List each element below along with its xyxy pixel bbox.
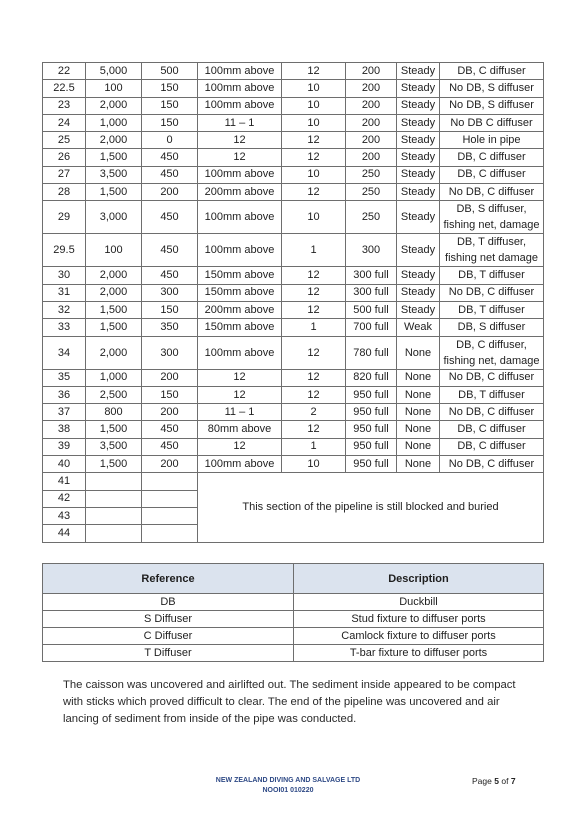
table-cell: 34: [43, 336, 86, 369]
table-cell: 200: [346, 149, 397, 166]
table-cell: [86, 525, 142, 542]
table-cell: 1,500: [86, 149, 142, 166]
table-row: [43, 97, 544, 114]
table-cell: 1: [282, 438, 346, 455]
page-label: Page: [472, 776, 492, 786]
table-cell: 12: [282, 63, 346, 80]
table-cell: 200: [346, 80, 397, 97]
reference-cell: C Diffuser: [43, 628, 294, 645]
table-cell: 100mm above: [198, 456, 282, 473]
table-cell: 950 full: [346, 404, 397, 421]
reference-cell: DB: [43, 594, 294, 611]
reference-table: [42, 563, 544, 662]
table-cell: 200mm above: [198, 301, 282, 318]
table-cell: 27: [43, 166, 86, 183]
description-cell: Stud fixture to diffuser ports: [294, 611, 544, 628]
table-cell: Steady: [397, 97, 440, 114]
table-cell: None: [397, 421, 440, 438]
table-cell: 200: [346, 132, 397, 149]
table-row: [43, 201, 544, 234]
page-current: 5: [494, 776, 499, 786]
table-cell: 950 full: [346, 386, 397, 403]
description-column-header: Description: [294, 564, 544, 594]
table-cell: DB, T diffuser: [440, 386, 544, 403]
reference-row: [43, 611, 544, 628]
table-cell: 35: [43, 369, 86, 386]
table-cell: 100mm above: [198, 201, 282, 234]
table-cell: 150: [142, 97, 198, 114]
table-cell: 33: [43, 319, 86, 336]
table-row: [43, 234, 544, 267]
table-cell: No DB, C diffuser: [440, 456, 544, 473]
table-cell: 44: [43, 525, 86, 542]
table-row: [43, 80, 544, 97]
table-cell: Steady: [397, 80, 440, 97]
table-cell: Steady: [397, 132, 440, 149]
table-cell: 37: [43, 404, 86, 421]
table-cell: 450: [142, 166, 198, 183]
table-cell: 950 full: [346, 421, 397, 438]
table-cell: 100mm above: [198, 234, 282, 267]
table-cell: 200: [142, 184, 198, 201]
table-cell: None: [397, 336, 440, 369]
table-row: [43, 438, 544, 455]
table-cell: 12: [282, 386, 346, 403]
table-cell: 11 – 1: [198, 114, 282, 131]
blocked-section-note: This section of the pipeline is still blocked and buried: [198, 473, 544, 542]
table-cell: 150: [142, 114, 198, 131]
table-cell: Steady: [397, 114, 440, 131]
table-cell: 23: [43, 97, 86, 114]
table-cell: 10: [282, 201, 346, 234]
page-number: [472, 776, 516, 786]
table-cell: 450: [142, 421, 198, 438]
table-row: [43, 301, 544, 318]
table-cell: DB, C diffuser: [440, 438, 544, 455]
body-paragraph: The caisson was uncovered and airlifted out. The sediment inside appeared to be compact with sticks which proved difficult to clear. The end of the pipeline was uncovered and air lancing of sediment from inside of the pipe was conducted.: [63, 679, 516, 725]
table-cell: 3,000: [86, 201, 142, 234]
table-cell: [142, 490, 198, 507]
description-cell: Camlock fixture to diffuser ports: [294, 628, 544, 645]
table-cell: 12: [198, 438, 282, 455]
table-cell: 100mm above: [198, 63, 282, 80]
table-row: [43, 166, 544, 183]
table-row: [43, 184, 544, 201]
table-cell: 450: [142, 267, 198, 284]
table-row: [43, 132, 544, 149]
table-cell: 780 full: [346, 336, 397, 369]
table-cell: [86, 507, 142, 524]
table-cell: DB, C diffuser, fishing net, damage: [440, 336, 544, 369]
table-cell: 12: [198, 386, 282, 403]
table-cell: 1,500: [86, 421, 142, 438]
table-cell: 25: [43, 132, 86, 149]
table-cell: 26: [43, 149, 86, 166]
table-cell: 10: [282, 97, 346, 114]
table-cell: DB, T diffuser, fishing net damage: [440, 234, 544, 267]
table-cell: 12: [198, 149, 282, 166]
table-cell: 12: [282, 369, 346, 386]
table-cell: 1,000: [86, 114, 142, 131]
table-cell: 2,000: [86, 284, 142, 301]
table-cell: No DB C diffuser: [440, 114, 544, 131]
table-row: [43, 456, 544, 473]
table-cell: 38: [43, 421, 86, 438]
table-cell: 300 full: [346, 284, 397, 301]
table-cell: DB, S diffuser, fishing net, damage: [440, 201, 544, 234]
pipeline-inspection-table: [42, 62, 544, 543]
table-cell: 500: [142, 63, 198, 80]
table-cell: None: [397, 456, 440, 473]
table-cell: 3,500: [86, 166, 142, 183]
description-cell: Duckbill: [294, 594, 544, 611]
table-cell: None: [397, 404, 440, 421]
table-row: [43, 284, 544, 301]
pipeline-table-body: [43, 63, 544, 543]
table-cell: DB, C diffuser: [440, 63, 544, 80]
page-of: of: [501, 776, 509, 786]
table-cell: 22: [43, 63, 86, 80]
table-cell: 500 full: [346, 301, 397, 318]
table-row: [43, 404, 544, 421]
table-cell: No DB, C diffuser: [440, 369, 544, 386]
description-cell: T-bar fixture to diffuser ports: [294, 645, 544, 662]
table-cell: 200: [142, 369, 198, 386]
table-cell: 29.5: [43, 234, 86, 267]
table-cell: 39: [43, 438, 86, 455]
table-cell: Steady: [397, 234, 440, 267]
table-cell: 800: [86, 404, 142, 421]
table-cell: 1: [282, 234, 346, 267]
table-cell: [142, 507, 198, 524]
reference-row: [43, 628, 544, 645]
table-cell: 450: [142, 438, 198, 455]
table-cell: 950 full: [346, 456, 397, 473]
table-cell: 12: [282, 301, 346, 318]
table-cell: 450: [142, 201, 198, 234]
table-cell: 10: [282, 456, 346, 473]
table-cell: Steady: [397, 267, 440, 284]
table-cell: 200: [142, 456, 198, 473]
table-cell: 950 full: [346, 438, 397, 455]
table-cell: 250: [346, 184, 397, 201]
reference-cell: T Diffuser: [43, 645, 294, 662]
table-cell: 5,000: [86, 63, 142, 80]
table-cell: 2,000: [86, 267, 142, 284]
table-cell: 28: [43, 184, 86, 201]
table-cell: 12: [282, 284, 346, 301]
table-cell: No DB, S diffuser: [440, 97, 544, 114]
table-cell: No DB, C diffuser: [440, 404, 544, 421]
table-cell: 100mm above: [198, 97, 282, 114]
table-cell: 42: [43, 490, 86, 507]
table-cell: 300 full: [346, 267, 397, 284]
table-cell: 100mm above: [198, 80, 282, 97]
footer-company-name: NEW ZEALAND DIVING AND SALVAGE LTD: [215, 777, 361, 784]
reference-cell: S Diffuser: [43, 611, 294, 628]
table-cell: 22.5: [43, 80, 86, 97]
table-cell: No DB, S diffuser: [440, 80, 544, 97]
table-cell: [142, 473, 198, 490]
table-cell: 100mm above: [198, 336, 282, 369]
table-cell: [142, 525, 198, 542]
table-cell: 12: [282, 184, 346, 201]
table-cell: 700 full: [346, 319, 397, 336]
table-row: [43, 114, 544, 131]
table-row: [43, 267, 544, 284]
table-cell: DB, C diffuser: [440, 421, 544, 438]
reference-header-row: [43, 564, 544, 594]
table-cell: 200mm above: [198, 184, 282, 201]
table-cell: [86, 473, 142, 490]
table-cell: 300: [142, 336, 198, 369]
footer-company: [200, 776, 376, 796]
table-row: [43, 149, 544, 166]
table-cell: 2,000: [86, 132, 142, 149]
table-cell: 40: [43, 456, 86, 473]
table-cell: 32: [43, 301, 86, 318]
table-row: [43, 63, 544, 80]
table-cell: 150: [142, 301, 198, 318]
table-cell: 12: [282, 149, 346, 166]
table-cell: 1,500: [86, 301, 142, 318]
table-cell: 12: [198, 369, 282, 386]
table-cell: None: [397, 369, 440, 386]
table-cell: 12: [282, 132, 346, 149]
table-cell: 1,000: [86, 369, 142, 386]
table-row: [43, 386, 544, 403]
table-cell: 150mm above: [198, 267, 282, 284]
table-cell: 41: [43, 473, 86, 490]
table-cell: Steady: [397, 184, 440, 201]
table-cell: 36: [43, 386, 86, 403]
table-cell: 100: [86, 80, 142, 97]
table-cell: 300: [346, 234, 397, 267]
table-cell: 10: [282, 166, 346, 183]
table-cell: 31: [43, 284, 86, 301]
reference-table-body: [43, 594, 544, 662]
table-cell: 200: [346, 114, 397, 131]
table-cell: 1,500: [86, 456, 142, 473]
table-cell: 150mm above: [198, 284, 282, 301]
table-cell: DB, T diffuser: [440, 301, 544, 318]
table-cell: 1,500: [86, 184, 142, 201]
reference-row: [43, 645, 544, 662]
table-cell: 200: [346, 97, 397, 114]
table-row: [43, 421, 544, 438]
table-cell: 100: [86, 234, 142, 267]
table-cell: 10: [282, 80, 346, 97]
page-total: 7: [510, 776, 516, 786]
table-cell: 30: [43, 267, 86, 284]
table-cell: 43: [43, 507, 86, 524]
table-cell: Steady: [397, 284, 440, 301]
table-cell: 100mm above: [198, 166, 282, 183]
table-cell: 12: [198, 132, 282, 149]
table-row: [43, 369, 544, 386]
table-cell: Steady: [397, 149, 440, 166]
table-cell: DB, C diffuser: [440, 149, 544, 166]
reference-row: [43, 594, 544, 611]
table-cell: 2,500: [86, 386, 142, 403]
table-cell: Weak: [397, 319, 440, 336]
table-cell: 12: [282, 421, 346, 438]
table-cell: 24: [43, 114, 86, 131]
table-cell: 80mm above: [198, 421, 282, 438]
table-cell: [86, 490, 142, 507]
table-cell: 12: [282, 267, 346, 284]
table-cell: Hole in pipe: [440, 132, 544, 149]
reference-column-header: Reference: [43, 564, 294, 594]
table-row: [43, 473, 544, 490]
table-cell: 450: [142, 149, 198, 166]
table-cell: Steady: [397, 301, 440, 318]
table-cell: Steady: [397, 201, 440, 234]
table-cell: 0: [142, 132, 198, 149]
table-cell: 11 – 1: [198, 404, 282, 421]
table-cell: 3,500: [86, 438, 142, 455]
table-cell: Steady: [397, 166, 440, 183]
table-cell: DB, S diffuser: [440, 319, 544, 336]
table-cell: 200: [346, 63, 397, 80]
table-cell: 300: [142, 284, 198, 301]
table-cell: 450: [142, 234, 198, 267]
table-cell: 1,500: [86, 319, 142, 336]
table-cell: 250: [346, 201, 397, 234]
table-row: [43, 336, 544, 369]
table-cell: DB, C diffuser: [440, 166, 544, 183]
table-cell: 2: [282, 404, 346, 421]
table-cell: DB, T diffuser: [440, 267, 544, 284]
table-row: [43, 319, 544, 336]
table-cell: No DB, C diffuser: [440, 284, 544, 301]
table-cell: 2,000: [86, 97, 142, 114]
table-cell: None: [397, 386, 440, 403]
table-cell: None: [397, 438, 440, 455]
table-cell: Steady: [397, 63, 440, 80]
table-cell: 150: [142, 386, 198, 403]
table-cell: 2,000: [86, 336, 142, 369]
table-cell: 29: [43, 201, 86, 234]
table-cell: 1: [282, 319, 346, 336]
table-cell: 200: [142, 404, 198, 421]
table-cell: 10: [282, 114, 346, 131]
footer-document-code: NOOI01 010220: [262, 787, 314, 794]
table-cell: 150mm above: [198, 319, 282, 336]
table-cell: 820 full: [346, 369, 397, 386]
table-cell: 250: [346, 166, 397, 183]
table-cell: 350: [142, 319, 198, 336]
table-cell: No DB, C diffuser: [440, 184, 544, 201]
table-cell: 150: [142, 80, 198, 97]
table-cell: 12: [282, 336, 346, 369]
